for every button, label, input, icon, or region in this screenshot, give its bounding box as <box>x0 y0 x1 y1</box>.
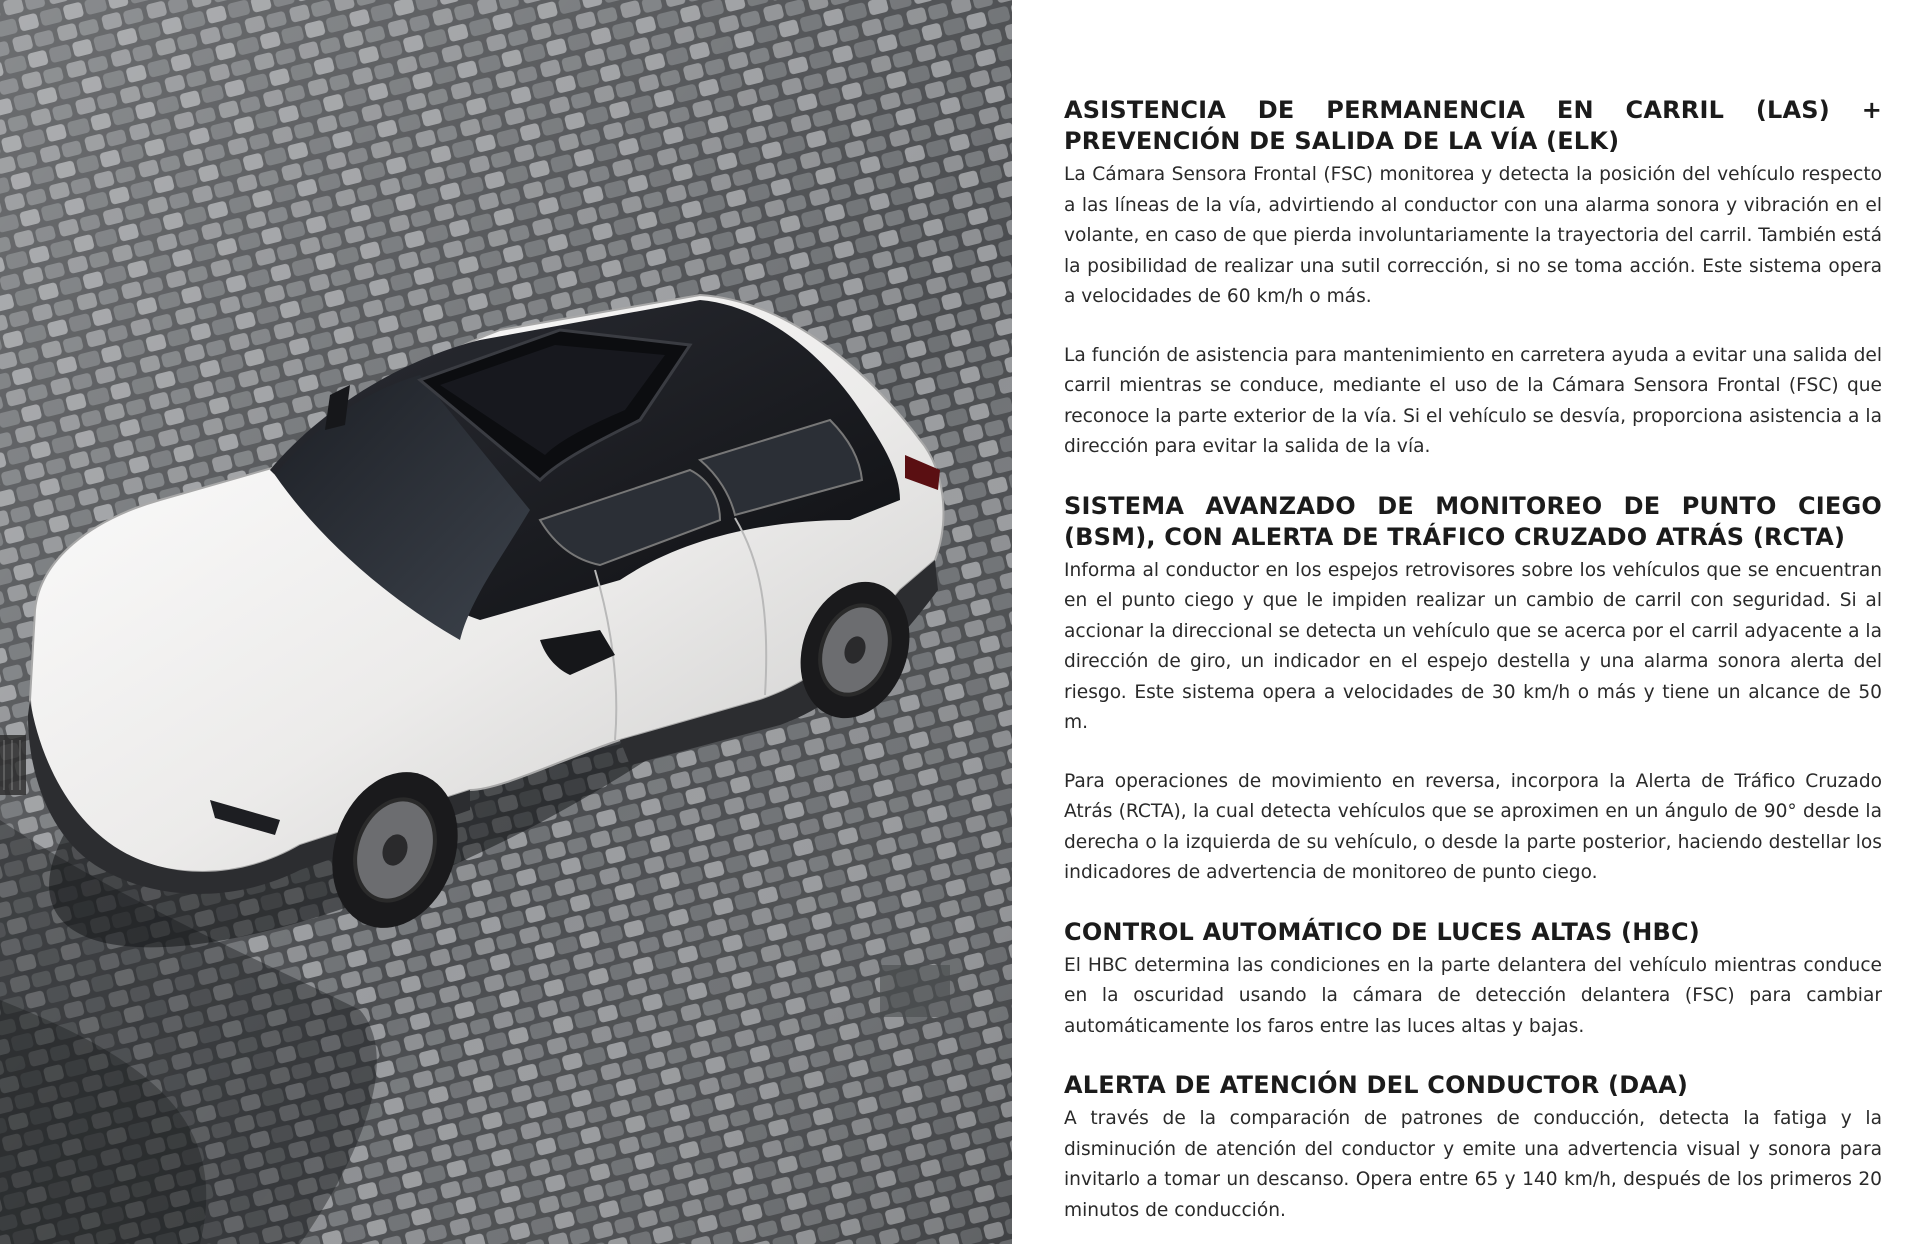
feature-title: ALERTA DE ATENCIÓN DEL CONDUCTOR (DAA) <box>1064 1071 1689 1099</box>
feature-title: CONTROL AUTOMÁTICO DE LUCES ALTAS (HBC) <box>1064 917 1700 946</box>
features-column <box>1064 95 1882 1254</box>
feature-section-bsm-rcta <box>1064 491 1882 889</box>
feature-paragraph: La función de asistencia para mantenimiento en carretera ayuda a evitar una salida del carril mientras se conduce, mediante el uso de la Cámara Sensora Frontal (FSC) que reconoce la parte exterior de la vía. Si el vehículo se desvía, proporciona asistencia a la dirección para evitar la salida de la vía. <box>1064 344 1882 457</box>
feature-title: ASISTENCIA DE PERMANENCIA EN CARRIL (LAS) + PREVENCIÓN DE SALIDA DE LA VÍA (ELK) <box>1064 96 1882 155</box>
feature-paragraph: Para operaciones de movimiento en reversa, incorpora la Alerta de Tráfico Cruzado Atrás (RCTA), la cual detecta vehículos que se aproximen en un ángulo de 90° desde la derecha o la izquierda de su vehículo, o desde la parte posterior, haciendo destellar los indicadores de advertencia de monitoreo de punto ciego. <box>1064 770 1882 883</box>
feature-section-daa <box>1064 1070 1882 1226</box>
feature-section-las-elk <box>1064 95 1882 463</box>
feature-paragraph: El HBC determina las condiciones en la parte delantera del vehículo mientras conduce en la oscuridad usando la cámara de detección delantera (FSC) para cambiar automáticamente los faros entre las luces altas y bajas. <box>1064 954 1882 1037</box>
feature-paragraph: Informa al conductor en los espejos retrovisores sobre los vehículos que se encuentran en el punto ciego y que le impiden realizar un cambio de carril con seguridad. Si al accionar la direccional se detecta un vehículo que se acerca por el carril adyacente a la dirección de giro, un indicador en el espejo destella y una alarma sonora alerta del riesgo. Este sistema opera a velocidades de 30 km/h o más y tiene un alcance de 50 m. <box>1064 559 1882 733</box>
feature-title: SISTEMA AVANZADO DE MONITOREO DE PUNTO CIEGO (BSM), CON ALERTA DE TRÁFICO CRUZADO ATRÁS (RCTA) <box>1064 491 1882 551</box>
feature-section-hbc <box>1064 917 1882 1043</box>
feature-paragraph: A través de la comparación de patrones de conducción, detecta la fatiga y la disminución de atención del conductor y emite una advertencia visual y sonora para invitarlo a tomar un descanso. Opera entre 65 y 140 km/h, después de los primeros 20 minutos de conducción. <box>1064 1108 1882 1221</box>
feature-paragraph: La Cámara Sensora Frontal (FSC) monitorea y detecta la posición del vehículo respecto a las líneas de la vía, advirtiendo al conductor con una alarma sonora y vibración en el volante, en caso de que pierda involuntariamente la trayectoria del carril. También está la posibilidad de realizar una sutil corrección, si no se toma acción. Este sistema opera a velocidades de 60 km/h o más. <box>1064 164 1882 307</box>
